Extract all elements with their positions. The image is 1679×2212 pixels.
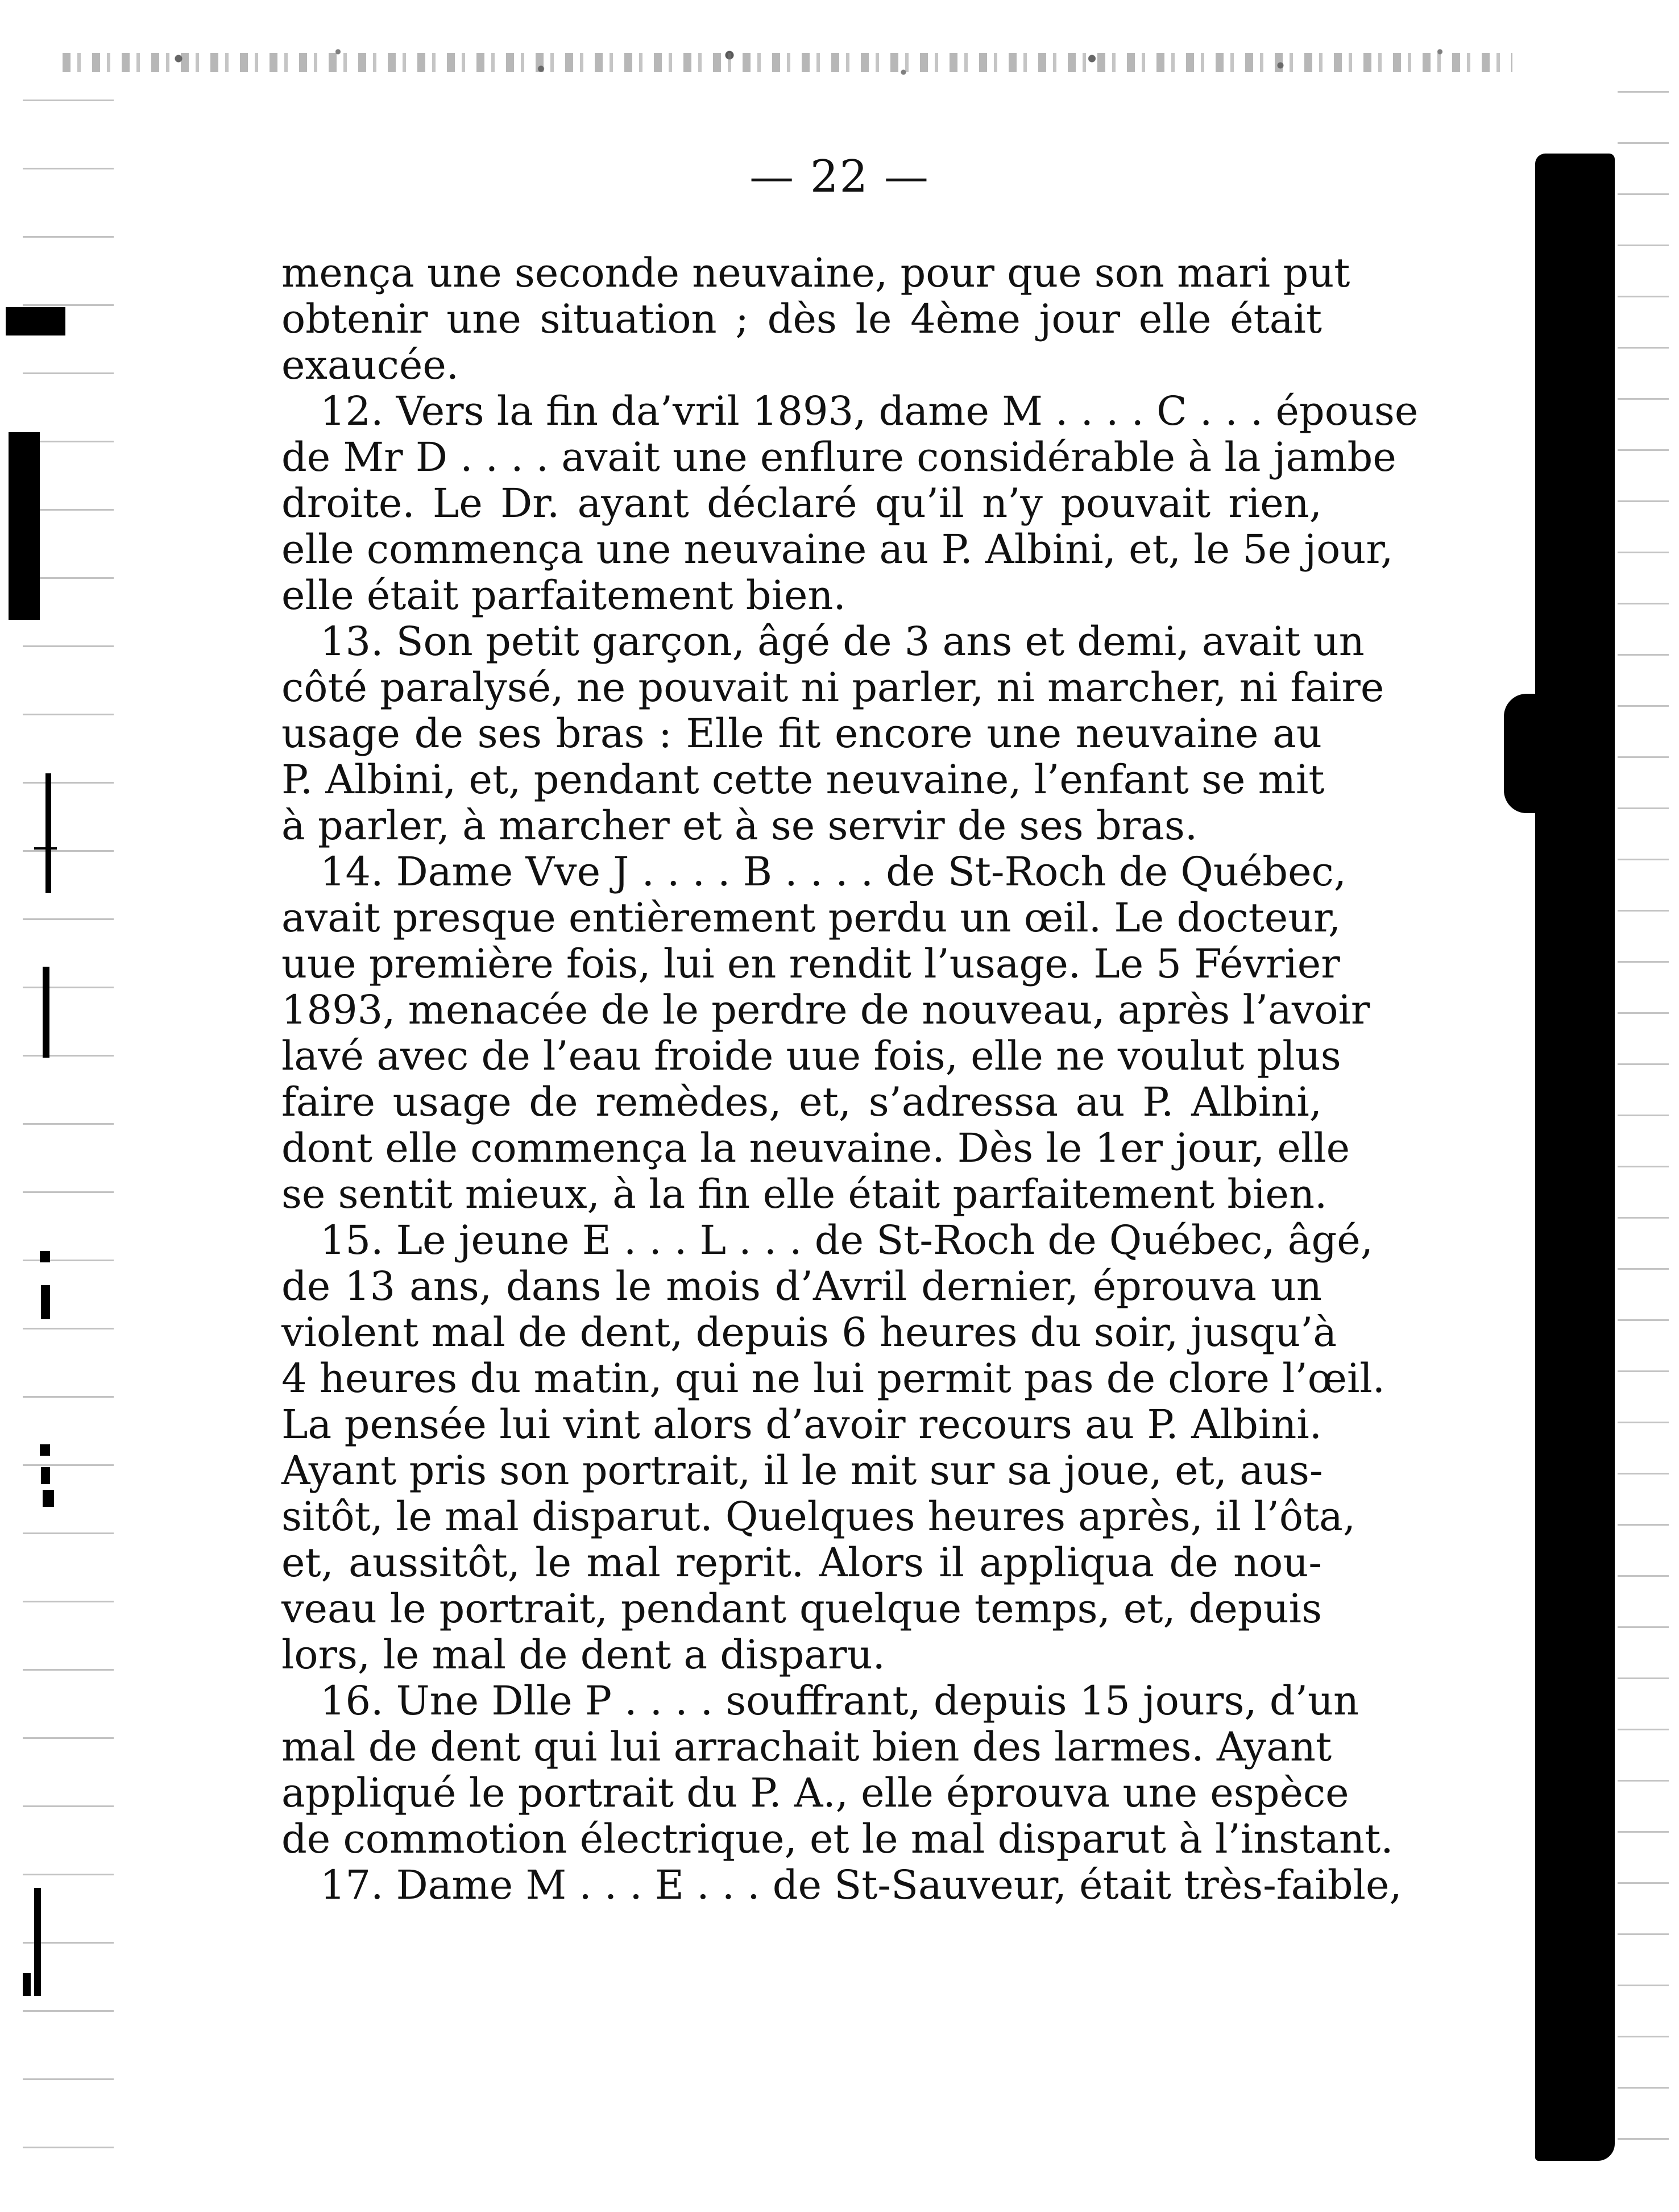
text-line: droite. Le Dr. ayant déclaré qu’il n’y pouvait rien,: [281, 480, 1322, 527]
text-line: 4 heures du matin, qui ne lui permit pas de clore l’œil.: [281, 1355, 1385, 1402]
text-line: 1893, menacée de le perdre de nouveau, après l’avoir: [281, 987, 1370, 1033]
text-line: violent mal de dent, depuis 6 heures du soir, jusqu’à: [281, 1309, 1337, 1356]
text-line: P. Albini, et, pendant cette neuvaine, l’enfant se mit: [281, 756, 1325, 803]
text-line: de 13 ans, dans le mois d’Avril dernier, éprouva un: [281, 1263, 1322, 1310]
scan-marks-left: [0, 0, 114, 2212]
text-line: mal de dent qui lui arrachait bien des larmes. Ayant: [281, 1724, 1332, 1770]
text-line: obtenir une situation ; dès le 4ème jour elle était: [281, 296, 1322, 342]
text-line: elle était parfaitement bien.: [281, 572, 846, 619]
text-line: 16. Une Dlle P . . . . souffrant, depuis 15 jours, d’un: [320, 1677, 1359, 1724]
text-line: côté paralysé, ne pouvait ni parler, ni marcher, ni faire: [281, 664, 1384, 711]
text-line: de commotion électrique, et le mal disparut à l’instant.: [281, 1816, 1394, 1862]
text-line: elle commença une neuvaine au P. Albini, et, le 5e jour,: [281, 526, 1394, 573]
text-line: veau le portrait, pendant quelque temps, et, depuis: [281, 1585, 1322, 1632]
body-text: [281, 250, 1419, 1908]
text-line: 13. Son petit garçon, âgé de 3 ans et demi, avait un: [320, 618, 1365, 665]
text-line: sitôt, le mal disparut. Quelques heures après, il l’ôta,: [281, 1493, 1356, 1540]
text-line: mença une seconde neuvaine, pour que son mari put: [281, 250, 1350, 296]
text-line: de Mr D . . . . avait une enflure considérable à la jambe: [281, 434, 1396, 480]
text-line: avait presque entièrement perdu un œil. Le docteur,: [281, 894, 1341, 941]
text-line: lors, le mal de dent a disparu.: [281, 1631, 885, 1678]
text-line: 14. Dame Vve J . . . . B . . . . de St-Roch de Québec,: [320, 848, 1346, 895]
page-number: — 22 —: [749, 151, 930, 202]
paragraph: [281, 848, 1370, 1217]
text-line: usage de ses bras : Elle fit encore une neuvaine au: [281, 710, 1322, 757]
text-line: et, aussitôt, le mal reprit. Alors il appliqua de nou-: [281, 1539, 1322, 1586]
paragraph: [281, 1862, 1402, 1908]
text-line: appliqué le portrait du P. A., elle éprouva une espèce: [281, 1770, 1349, 1816]
text-line: faire usage de remèdes, et, s’adressa au P. Albini,: [281, 1079, 1322, 1125]
paragraph: [281, 1217, 1385, 1678]
scan-noise-top: [63, 31, 1512, 100]
paragraph: [281, 388, 1419, 619]
paragraph: [281, 618, 1384, 849]
scan-noise-right-edge: [1618, 68, 1669, 2172]
text-line: dont elle commença la neuvaine. Dès le 1er jour, elle: [281, 1125, 1350, 1171]
scan-binding-notch: [1504, 694, 1547, 813]
text-line: exaucée.: [281, 342, 459, 388]
text-line: 15. Le jeune E . . . L . . . de St-Roch de Québec, âgé,: [320, 1217, 1373, 1264]
text-line: Ayant pris son portrait, il le mit sur sa joue, et, aus-: [281, 1447, 1323, 1494]
paragraph: [281, 250, 1350, 388]
text-line: lavé avec de l’eau froide uue fois, elle ne voulut plus: [281, 1033, 1341, 1079]
text-line: se sentit mieux, à la fin elle était parfaitement bien.: [281, 1171, 1328, 1217]
paragraph: [281, 1677, 1394, 1862]
text-line: La pensée lui vint alors d’avoir recours au P. Albini.: [281, 1401, 1322, 1448]
scan-binding-shadow: [1535, 154, 1615, 2161]
text-line: uue première fois, lui en rendit l’usage. Le 5 Février: [281, 941, 1340, 987]
text-line: 12. Vers la fin da’vril 1893, dame M . . . . C . . . épouse: [320, 388, 1419, 434]
text-line: à parler, à marcher et à se servir de ses bras.: [281, 802, 1198, 849]
text-line: 17. Dame M . . . E . . . de St-Sauveur, était très-faible,: [320, 1862, 1402, 1908]
